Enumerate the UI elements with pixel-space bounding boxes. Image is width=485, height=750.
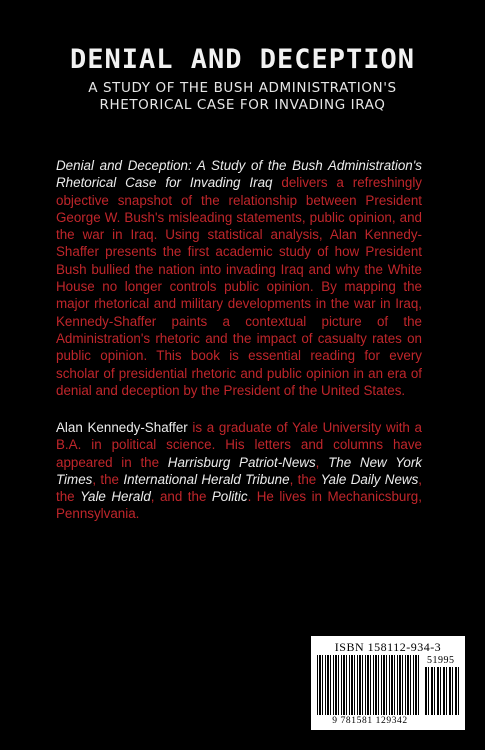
bio-text-1: is a graduate of Yale University with a B.A. in political science. His letters and columns have appeared in the: [56, 420, 423, 470]
subtitle-line-2: RHETORICAL CASE FOR INVADING IRAQ: [99, 97, 386, 113]
price-code: 51995: [427, 655, 455, 666]
bio-sep-3: , the: [289, 471, 321, 487]
isbn-label: ISBN 158112-934-3: [334, 640, 442, 654]
publication-nyt: The New York Times: [56, 454, 422, 487]
book-subtitle: [0, 80, 485, 114]
publication-politic: Politic: [211, 489, 248, 505]
book-title: DENIAL AND DECEPTION: [69, 44, 416, 75]
bio-sep-4: , the: [56, 471, 423, 505]
bio-text-2: . He lives in Mechanicsburg, Pennsylvania.: [56, 489, 422, 522]
author-name: Alan Kennedy-Shaffer: [56, 420, 188, 435]
publication-harrisburg: Harrisburg Patriot-News: [167, 454, 316, 470]
description-book-title: Denial and Deception: A Study of the Bush Administration's Rhetorical Case for Invading Iraq: [56, 158, 422, 191]
barcode-bars: [317, 655, 421, 715]
price-barcode-bars: [425, 667, 459, 715]
bio-sep-2: , the: [92, 471, 124, 487]
author-bio: [56, 419, 422, 523]
bio-sep-5: , and the: [150, 489, 212, 505]
publication-yale-herald: Yale Herald: [80, 489, 151, 505]
book-description: [56, 157, 422, 399]
subtitle-line-1: A STUDY OF THE BUSH ADMINISTRATION'S: [88, 80, 397, 96]
bio-sep-1: ,: [315, 454, 329, 470]
description-text: delivers a refreshingly objective snapshot of the relationship between President George W. Bush's misleading statements, public opinion, and the war in Iraq. Using statistical analysis, Alan Kennedy-Shaffer presents the first academic study of how President Bush bullied the nation into invading Iraq and why the White House no longer controls public opinion. By mapping the major rhetorical and military developments in the war in Iraq, Kennedy-Shaffer paints a contextual picture of the Administration's rhetoric and the impact of casualty rates on public opinion. This book is essential reading for every scholar of presidential rhetoric and public opinion in an era of denial and deception by the President of the United States.: [56, 175, 422, 398]
barcode-box: [311, 636, 465, 730]
publication-yale-daily: Yale Daily News: [320, 471, 419, 487]
ean-digits: 9 781581 129342: [332, 716, 408, 726]
publication-iht: International Herald Tribune: [123, 471, 290, 487]
